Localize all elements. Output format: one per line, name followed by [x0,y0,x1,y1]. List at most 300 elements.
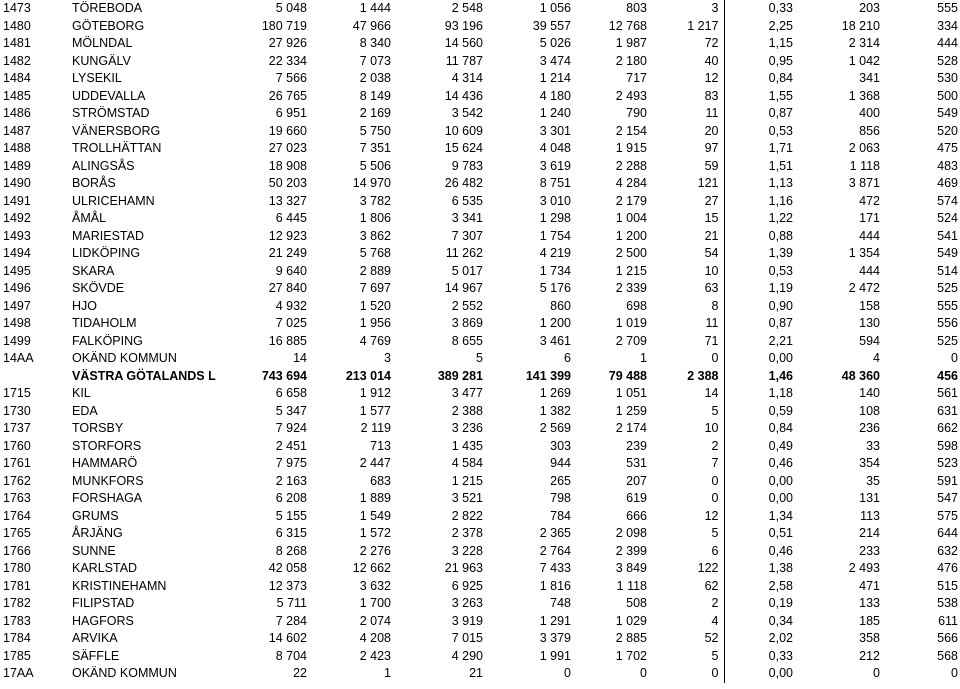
value-cell-6[interactable]: 5 [652,525,724,543]
value-cell-2[interactable]: 213 014 [345,368,391,383]
value-cell-6[interactable]: 21 [652,228,724,246]
municipality-code[interactable]: 1730 [3,403,31,418]
value-cell-4[interactable]: 1 298 [539,211,571,225]
value-cell-3[interactable]: 14 560 [444,36,483,50]
municipality-name[interactable]: TIDAHOLM [72,316,137,330]
value-cell-7[interactable]: 2,21 [768,333,793,348]
value-cell-4[interactable]: 1 214 [539,71,571,85]
municipality-name[interactable]: MUNKFORS [72,473,144,488]
value-cell-6[interactable]: 7 [652,455,724,473]
value-cell-8[interactable]: 354 [859,456,880,470]
value-cell-6[interactable]: 0 [652,665,724,683]
municipality-code[interactable]: 1486 [3,106,31,120]
value-cell-3[interactable]: 4 584 [451,456,483,470]
value-cell-4[interactable]: 39 557 [532,18,571,33]
value-cell-8[interactable]: 472 [859,193,880,208]
value-cell-5[interactable]: 1 019 [615,316,647,330]
value-cell-3[interactable]: 15 624 [444,141,483,155]
value-cell-1[interactable]: 27 023 [268,141,307,155]
value-cell-8[interactable]: 2 493 [848,561,880,575]
value-cell-6[interactable]: 97 [652,140,724,158]
value-cell-8[interactable]: 33 [866,438,880,453]
value-cell-6[interactable]: 12 [652,70,724,88]
value-cell-3[interactable]: 14 967 [444,281,483,295]
value-cell-3[interactable]: 2 552 [451,298,483,313]
value-cell-1[interactable]: 7 924 [275,421,307,435]
value-cell-7[interactable]: 2,02 [768,631,793,645]
value-cell-1[interactable]: 22 334 [268,53,307,68]
value-cell-9[interactable]: 0 [951,351,958,365]
value-cell-2[interactable]: 7 073 [359,53,391,68]
value-cell-6[interactable]: 59 [652,158,724,176]
municipality-code[interactable]: 14AA [3,351,34,365]
value-cell-9[interactable]: 523 [937,456,958,470]
value-cell-4[interactable]: 5 176 [539,281,571,295]
value-cell-2[interactable]: 3 632 [359,578,391,593]
value-cell-1[interactable]: 5 347 [275,403,307,418]
value-cell-6[interactable]: 2 [652,438,724,456]
municipality-code[interactable]: 1496 [3,281,31,295]
value-cell-6[interactable]: 11 [652,315,724,333]
value-cell-6[interactable]: 10 [652,263,724,281]
municipality-name[interactable]: TORSBY [72,421,124,435]
value-cell-2[interactable]: 2 423 [359,648,391,663]
value-cell-5[interactable]: 2 339 [615,281,647,295]
value-cell-6[interactable]: 1 217 [652,18,724,36]
municipality-code[interactable]: 1782 [3,596,31,610]
value-cell-5[interactable]: 1 051 [615,386,647,400]
value-cell-8[interactable]: 108 [859,403,880,418]
municipality-name[interactable]: FALKÖPING [72,333,143,348]
value-cell-5[interactable]: 4 284 [615,176,647,190]
value-cell-5[interactable]: 2 500 [615,246,647,260]
value-cell-4[interactable]: 2 365 [539,526,571,540]
municipality-name[interactable]: KUNGÄLV [72,53,131,68]
value-cell-3[interactable]: 2 388 [451,403,483,418]
value-cell-2[interactable]: 1 572 [359,526,391,540]
value-cell-1[interactable]: 2 163 [275,473,307,488]
value-cell-2[interactable]: 2 074 [359,613,391,628]
value-cell-4[interactable]: 1 291 [539,613,571,628]
value-cell-3[interactable]: 3 228 [451,543,483,558]
municipality-code[interactable]: 1494 [3,246,31,260]
municipality-code[interactable]: 1784 [3,631,31,645]
value-cell-8[interactable]: 1 354 [848,246,880,260]
value-cell-1[interactable]: 7 566 [275,71,307,85]
municipality-code[interactable]: 1737 [3,421,31,435]
value-cell-4[interactable]: 1 816 [539,578,571,593]
value-cell-8[interactable]: 171 [859,211,880,225]
value-cell-2[interactable]: 683 [370,473,391,488]
value-cell-4[interactable]: 1 056 [539,1,571,15]
value-cell-4[interactable]: 2 764 [539,543,571,558]
value-cell-8[interactable]: 2 314 [848,36,880,50]
value-cell-1[interactable]: 42 058 [268,561,307,575]
value-cell-7[interactable]: 1,22 [768,211,793,225]
value-cell-5[interactable]: 790 [626,106,647,120]
value-cell-2[interactable]: 1 577 [359,403,391,418]
municipality-name[interactable]: TÖREBODA [72,1,143,15]
value-cell-4[interactable]: 1 991 [539,648,571,663]
value-cell-1[interactable]: 12 373 [268,578,307,593]
value-cell-3[interactable]: 26 482 [444,176,483,190]
value-cell-2[interactable]: 1 912 [359,386,391,400]
value-cell-1[interactable]: 6 208 [275,491,307,505]
value-cell-7[interactable]: 2,25 [768,18,793,33]
municipality-name[interactable]: ALINGSÅS [72,158,135,173]
value-cell-7[interactable]: 1,34 [768,508,793,523]
municipality-name[interactable]: VÄNERSBORG [72,123,161,138]
value-cell-1[interactable]: 7 025 [275,316,307,330]
value-cell-1[interactable]: 180 719 [261,18,307,33]
value-cell-1[interactable]: 8 268 [275,543,307,558]
municipality-name[interactable]: KIL [72,386,91,400]
value-cell-8[interactable]: 18 210 [841,18,880,33]
value-cell-2[interactable]: 2 038 [359,71,391,85]
value-cell-6[interactable]: 71 [652,333,724,351]
value-cell-1[interactable]: 27 840 [268,281,307,295]
value-cell-2[interactable]: 7 351 [359,141,391,155]
municipality-code[interactable]: 1481 [3,36,31,50]
value-cell-2[interactable]: 12 662 [352,561,391,575]
value-cell-3[interactable]: 9 783 [451,158,483,173]
value-cell-6[interactable]: 8 [652,298,724,316]
value-cell-1[interactable]: 5 048 [275,1,307,15]
value-cell-8[interactable]: 444 [859,263,880,278]
value-cell-6[interactable]: 2 388 [652,368,724,386]
value-cell-6[interactable]: 83 [652,88,724,106]
value-cell-2[interactable]: 4 208 [359,631,391,645]
value-cell-6[interactable]: 62 [652,578,724,596]
value-cell-9[interactable]: 538 [937,596,958,610]
value-cell-2[interactable]: 1 956 [359,316,391,330]
value-cell-4[interactable]: 3 461 [539,333,571,348]
municipality-name[interactable]: EDA [72,403,98,418]
value-cell-5[interactable]: 2 288 [615,158,647,173]
municipality-name[interactable]: UDDEVALLA [72,88,146,103]
value-cell-1[interactable]: 14 602 [268,631,307,645]
value-cell-6[interactable]: 6 [652,543,724,561]
municipality-code[interactable]: 1488 [3,141,31,155]
value-cell-2[interactable]: 3 782 [359,193,391,208]
value-cell-2[interactable]: 1 806 [359,211,391,225]
value-cell-5[interactable]: 508 [626,596,647,610]
value-cell-1[interactable]: 5 711 [276,596,307,610]
value-cell-7[interactable]: 0,00 [768,666,793,680]
value-cell-6[interactable]: 121 [652,175,724,193]
value-cell-1[interactable]: 7 975 [275,456,307,470]
value-cell-4[interactable]: 4 180 [539,88,571,103]
municipality-code[interactable]: 1763 [3,491,31,505]
value-cell-1[interactable]: 4 932 [275,298,307,313]
municipality-name[interactable]: ÅRJÄNG [72,526,123,540]
municipality-code[interactable]: 1480 [3,18,31,33]
value-cell-6[interactable]: 5 [652,403,724,421]
value-cell-5[interactable]: 1 004 [615,211,647,225]
municipality-name[interactable]: OKÄND KOMMUN [72,351,177,365]
municipality-name[interactable]: VÄSTRA GÖTALANDS L [72,368,216,383]
value-cell-5[interactable]: 3 849 [615,561,647,575]
municipality-name[interactable]: SKÖVDE [72,281,125,295]
value-cell-2[interactable]: 3 862 [359,228,391,243]
municipality-code[interactable]: 1499 [3,333,31,348]
value-cell-5[interactable]: 2 098 [615,526,647,540]
municipality-name[interactable]: MÖLNDAL [72,36,133,50]
value-cell-5[interactable]: 2 885 [615,631,647,645]
municipality-code[interactable]: 1490 [3,176,31,190]
value-cell-8[interactable]: 358 [859,631,880,645]
municipality-name[interactable]: KARLSTAD [72,561,138,575]
value-cell-7[interactable]: 0,53 [768,123,793,138]
municipality-name[interactable]: HAMMARÖ [72,456,138,470]
value-cell-6[interactable]: 72 [652,35,724,53]
value-cell-5[interactable]: 1 702 [615,648,647,663]
municipality-name[interactable]: KRISTINEHAMN [72,578,167,593]
value-cell-3[interactable]: 21 [469,666,483,680]
value-cell-6[interactable]: 15 [652,210,724,228]
value-cell-9[interactable]: 591 [937,473,958,488]
value-cell-7[interactable]: 1,13 [768,176,793,190]
value-cell-9[interactable]: 528 [937,53,958,68]
municipality-name[interactable]: LIDKÖPING [72,246,141,260]
value-cell-3[interactable]: 389 281 [437,368,483,383]
value-cell-2[interactable]: 713 [370,438,391,453]
value-cell-9[interactable]: 644 [937,526,958,540]
value-cell-7[interactable]: 0,90 [768,298,793,313]
value-cell-2[interactable]: 1 520 [359,298,391,313]
value-cell-3[interactable]: 93 196 [444,18,483,33]
value-cell-2[interactable]: 8 340 [359,36,391,50]
value-cell-4[interactable]: 1 382 [539,403,571,418]
value-cell-9[interactable]: 525 [937,281,958,295]
value-cell-4[interactable]: 303 [550,438,571,453]
value-cell-3[interactable]: 3 477 [451,386,483,400]
value-cell-4[interactable]: 8 751 [539,176,571,190]
value-cell-7[interactable]: 1,19 [768,281,793,295]
value-cell-5[interactable]: 239 [626,438,647,453]
value-cell-2[interactable]: 7 697 [359,281,391,295]
value-cell-4[interactable]: 7 433 [539,561,571,575]
municipality-name[interactable]: OKÄND KOMMUN [72,666,177,680]
municipality-code[interactable]: 1491 [3,193,31,208]
value-cell-6[interactable]: 3 [652,0,724,18]
value-cell-5[interactable]: 1 259 [615,403,647,418]
value-cell-8[interactable]: 212 [859,648,880,663]
value-cell-9[interactable]: 611 [938,613,958,628]
value-cell-3[interactable]: 2 378 [451,526,483,540]
value-cell-3[interactable]: 14 436 [444,88,483,103]
value-cell-9[interactable]: 566 [937,631,958,645]
value-cell-3[interactable]: 6 925 [451,578,483,593]
value-cell-4[interactable]: 798 [550,491,571,505]
municipality-name[interactable]: ARVIKA [72,631,118,645]
value-cell-9[interactable]: 549 [937,106,958,120]
value-cell-8[interactable]: 113 [860,508,880,523]
value-cell-9[interactable]: 555 [937,1,958,15]
value-cell-8[interactable]: 203 [859,1,880,15]
value-cell-8[interactable]: 1 042 [848,53,880,68]
value-cell-4[interactable]: 6 [564,351,571,365]
value-cell-1[interactable]: 743 694 [261,368,307,383]
value-cell-6[interactable]: 14 [652,385,724,403]
value-cell-9[interactable]: 547 [937,491,958,505]
value-cell-4[interactable]: 784 [550,508,571,523]
value-cell-6[interactable]: 5 [652,648,724,666]
value-cell-1[interactable]: 6 315 [275,526,307,540]
value-cell-2[interactable]: 1 [384,666,391,680]
value-cell-1[interactable]: 19 660 [268,123,307,138]
value-cell-8[interactable]: 185 [859,613,880,628]
value-cell-3[interactable]: 5 017 [451,263,483,278]
value-cell-3[interactable]: 2 822 [451,508,483,523]
value-cell-5[interactable]: 1 215 [615,263,647,278]
value-cell-6[interactable]: 20 [652,123,724,141]
value-cell-6[interactable]: 2 [652,595,724,613]
value-cell-7[interactable]: 0,53 [768,263,793,278]
value-cell-6[interactable]: 63 [652,280,724,298]
value-cell-5[interactable]: 2 180 [615,53,647,68]
value-cell-4[interactable]: 5 026 [539,36,571,50]
value-cell-8[interactable]: 3 871 [848,176,880,190]
value-cell-8[interactable]: 131 [859,491,880,505]
value-cell-7[interactable]: 0,87 [768,316,793,330]
value-cell-4[interactable]: 265 [550,473,571,488]
value-cell-6[interactable]: 0 [652,490,724,508]
value-cell-8[interactable]: 2 472 [848,281,880,295]
value-cell-5[interactable]: 531 [626,456,647,470]
value-cell-3[interactable]: 3 869 [451,316,483,330]
value-cell-4[interactable]: 1 269 [539,386,571,400]
municipality-name[interactable]: FILIPSTAD [72,596,135,610]
value-cell-4[interactable]: 3 474 [539,53,571,68]
value-cell-9[interactable]: 632 [937,543,958,558]
value-cell-5[interactable]: 803 [626,1,647,15]
municipality-code[interactable]: 1760 [3,438,31,453]
value-cell-7[interactable]: 0,88 [768,228,793,243]
value-cell-2[interactable]: 1 444 [359,1,391,15]
value-cell-3[interactable]: 8 655 [451,333,483,348]
value-cell-3[interactable]: 3 919 [451,613,483,628]
value-cell-6[interactable]: 10 [652,420,724,438]
value-cell-6[interactable]: 27 [652,193,724,211]
value-cell-8[interactable]: 133 [859,596,880,610]
municipality-name[interactable]: HAGFORS [72,613,134,628]
value-cell-7[interactable]: 1,16 [768,193,793,208]
value-cell-8[interactable]: 341 [859,71,880,85]
value-cell-3[interactable]: 3 341 [451,211,483,225]
municipality-code[interactable]: 1780 [3,561,31,575]
value-cell-1[interactable]: 18 908 [268,158,307,173]
value-cell-7[interactable]: 0,46 [768,456,793,470]
value-cell-5[interactable]: 1 987 [615,36,647,50]
municipality-code[interactable]: 1482 [3,53,31,68]
value-cell-8[interactable]: 1 368 [848,88,880,103]
value-cell-9[interactable]: 555 [937,298,958,313]
value-cell-1[interactable]: 5 155 [275,508,307,523]
value-cell-7[interactable]: 0,00 [768,473,793,488]
value-cell-5[interactable]: 717 [626,71,647,85]
value-cell-6[interactable]: 40 [652,53,724,71]
municipality-code[interactable]: 1497 [3,298,31,313]
value-cell-1[interactable]: 8 704 [275,648,307,663]
value-cell-8[interactable]: 856 [859,123,880,138]
value-cell-8[interactable]: 594 [859,333,880,348]
value-cell-6[interactable]: 11 [652,105,724,123]
value-cell-7[interactable]: 1,15 [768,36,793,50]
value-cell-3[interactable]: 5 [476,351,483,365]
municipality-name[interactable]: STORFORS [72,438,142,453]
value-cell-5[interactable]: 79 488 [608,368,647,383]
value-cell-7[interactable]: 1,18 [768,386,793,400]
value-cell-9[interactable]: 631 [937,403,958,418]
municipality-name[interactable]: LYSEKIL [72,71,122,85]
municipality-code[interactable]: 1492 [3,211,31,225]
value-cell-5[interactable]: 2 174 [615,421,647,435]
value-cell-7[interactable]: 0,00 [768,351,793,365]
value-cell-4[interactable]: 2 569 [539,421,571,435]
municipality-name[interactable]: SUNNE [72,543,116,558]
value-cell-9[interactable]: 541 [937,228,958,243]
value-cell-1[interactable]: 13 327 [268,193,307,208]
value-cell-4[interactable]: 748 [550,596,571,610]
value-cell-2[interactable]: 5 506 [359,158,391,173]
value-cell-4[interactable]: 3 010 [539,193,571,208]
municipality-name[interactable]: ÅMÅL [72,211,107,225]
value-cell-9[interactable]: 556 [937,316,958,330]
value-cell-3[interactable]: 4 314 [451,71,483,85]
value-cell-3[interactable]: 3 236 [451,421,483,435]
municipality-name[interactable]: HJO [72,298,97,313]
value-cell-4[interactable]: 141 399 [525,368,571,383]
value-cell-2[interactable]: 3 [384,351,391,365]
municipality-code[interactable]: 1785 [3,648,31,663]
value-cell-7[interactable]: 0,51 [768,526,793,540]
municipality-code[interactable]: 17AA [3,666,34,680]
value-cell-7[interactable]: 0,49 [768,438,793,453]
value-cell-7[interactable]: 1,71 [768,141,793,155]
value-cell-6[interactable]: 122 [652,560,724,578]
municipality-code[interactable]: 1781 [3,578,31,593]
value-cell-4[interactable]: 3 379 [539,631,571,645]
value-cell-3[interactable]: 7 307 [451,228,483,243]
municipality-name[interactable]: GRUMS [72,508,119,523]
value-cell-7[interactable]: 0,19 [768,596,793,610]
value-cell-8[interactable]: 4 [873,351,880,365]
value-cell-5[interactable]: 1 [640,351,647,365]
value-cell-2[interactable]: 2 169 [359,106,391,120]
value-cell-9[interactable]: 574 [937,193,958,208]
value-cell-7[interactable]: 0,84 [768,421,793,435]
value-cell-5[interactable]: 2 709 [615,333,647,348]
value-cell-3[interactable]: 4 290 [451,648,483,663]
municipality-code[interactable]: 1762 [3,473,31,488]
value-cell-5[interactable]: 0 [640,666,647,680]
value-cell-4[interactable]: 1 754 [539,228,571,243]
value-cell-6[interactable]: 12 [652,508,724,526]
value-cell-1[interactable]: 6 951 [275,106,307,120]
value-cell-9[interactable]: 561 [937,386,958,400]
value-cell-6[interactable]: 0 [652,473,724,491]
value-cell-9[interactable]: 568 [937,648,958,663]
municipality-name[interactable]: MARIESTAD [72,228,144,243]
value-cell-2[interactable]: 1 700 [359,596,391,610]
value-cell-3[interactable]: 3 542 [451,106,483,120]
value-cell-9[interactable]: 575 [937,508,958,523]
value-cell-9[interactable]: 475 [937,141,958,155]
value-cell-7[interactable]: 2,58 [768,578,793,593]
value-cell-5[interactable]: 2 154 [615,123,647,138]
value-cell-9[interactable]: 469 [937,176,958,190]
